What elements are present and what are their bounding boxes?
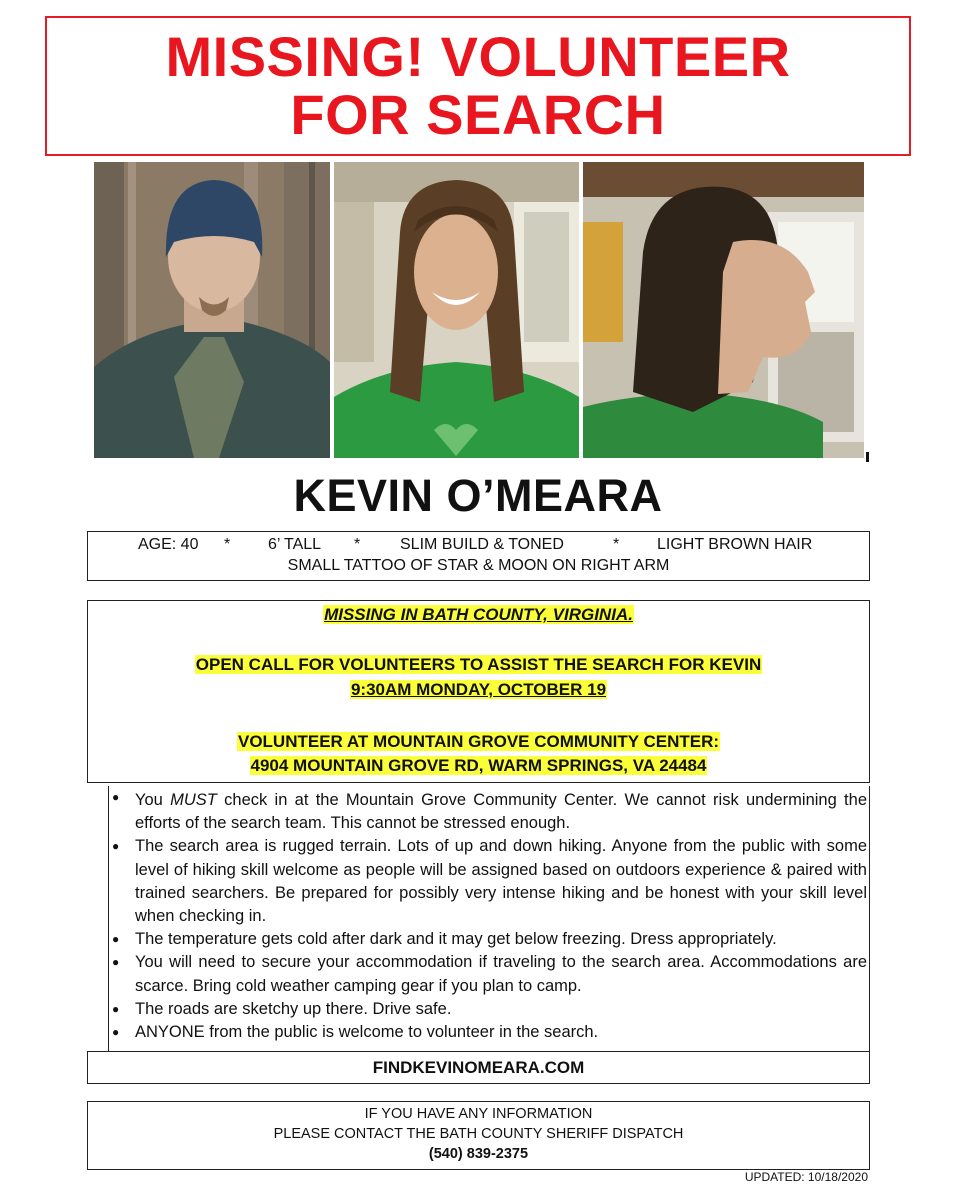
- search-info-box: [87, 600, 870, 783]
- contact-line-2: PLEASE CONTACT THE BATH COUNTY SHERIFF DISPATCH: [273, 1126, 684, 1142]
- volunteer-location: VOLUNTEER AT MOUNTAIN GROVE COMMUNITY CENTER:: [237, 732, 720, 751]
- guideline-item: ● The search area is rugged terrain. Lots of up and down hiking. Anyone from the public with some level of hiking skill welcome as people will be assigned based on outdoors experience & paired with trained searchers. Be prepared for possibly very intense hiking and be honest with your skill level when checking in.: [109, 835, 869, 928]
- hair-text: LIGHT BROWN HAIR: [657, 536, 813, 553]
- photo-profile: [583, 162, 864, 458]
- build-text: SLIM BUILD & TONED: [400, 536, 564, 553]
- separator-2: *: [354, 536, 361, 553]
- missing-location: MISSING IN BATH COUNTY, VIRGINIA.: [324, 605, 633, 624]
- guideline-item: ● ANYONE from the public is welcome to volunteer in the search.: [109, 1021, 869, 1044]
- address: 4904 MOUNTAIN GROVE RD, WARM SPRINGS, VA 24484: [250, 756, 707, 775]
- photo-smiling: [334, 162, 579, 458]
- volunteer-guidelines: [108, 786, 870, 1052]
- guideline-item: ● The roads are sketchy up there. Drive safe.: [109, 998, 869, 1021]
- height-text: 6’ TALL: [268, 536, 322, 553]
- guideline-item: ● You MUST check in at the Mountain Grove Community Center. We cannot risk undermining the efforts of the search team. This cannot be stressed enough.: [109, 786, 869, 835]
- website-link[interactable]: FINDKEVINOMEARA.COM: [87, 1051, 870, 1084]
- age-text: AGE: 40: [138, 536, 199, 553]
- headline-line-2: FOR SEARCH: [290, 83, 666, 146]
- open-call-line: OPEN CALL FOR VOLUNTEERS TO ASSIST THE SEARCH FOR KEVIN: [195, 655, 762, 674]
- separator-3: *: [613, 536, 620, 553]
- photo-beanie: [94, 162, 330, 458]
- search-time: 9:30AM MONDAY, OCTOBER 19: [350, 680, 607, 699]
- headline-box: [45, 16, 911, 156]
- separator-1: *: [224, 536, 231, 553]
- guideline-item: ● You will need to secure your accommodation if traveling to the search area. Accommodations are scarce. Bring cold weather camping gear if you plan to camp.: [109, 951, 869, 997]
- photo-beanie-illustration: [94, 162, 330, 458]
- description-box: [87, 531, 870, 581]
- photo-smiling-illustration: [334, 162, 579, 458]
- updated-date: UPDATED: 10/18/2020: [744, 1170, 868, 1184]
- photo-edge-mark: [866, 452, 869, 462]
- guideline-item: ● The temperature gets cold after dark and it may get below freezing. Dress appropriately.: [109, 928, 869, 951]
- contact-box: [87, 1101, 870, 1170]
- headline-line-1: MISSING! VOLUNTEER: [165, 25, 791, 88]
- person-name: KEVIN O’MEARA: [293, 470, 663, 521]
- tattoo-text: SMALL TATTOO OF STAR & MOON ON RIGHT ARM: [287, 557, 670, 574]
- contact-phone: (540) 839-2375: [428, 1146, 529, 1162]
- photo-profile-illustration: [583, 162, 864, 458]
- contact-line-1: IF YOU HAVE ANY INFORMATION: [364, 1106, 593, 1122]
